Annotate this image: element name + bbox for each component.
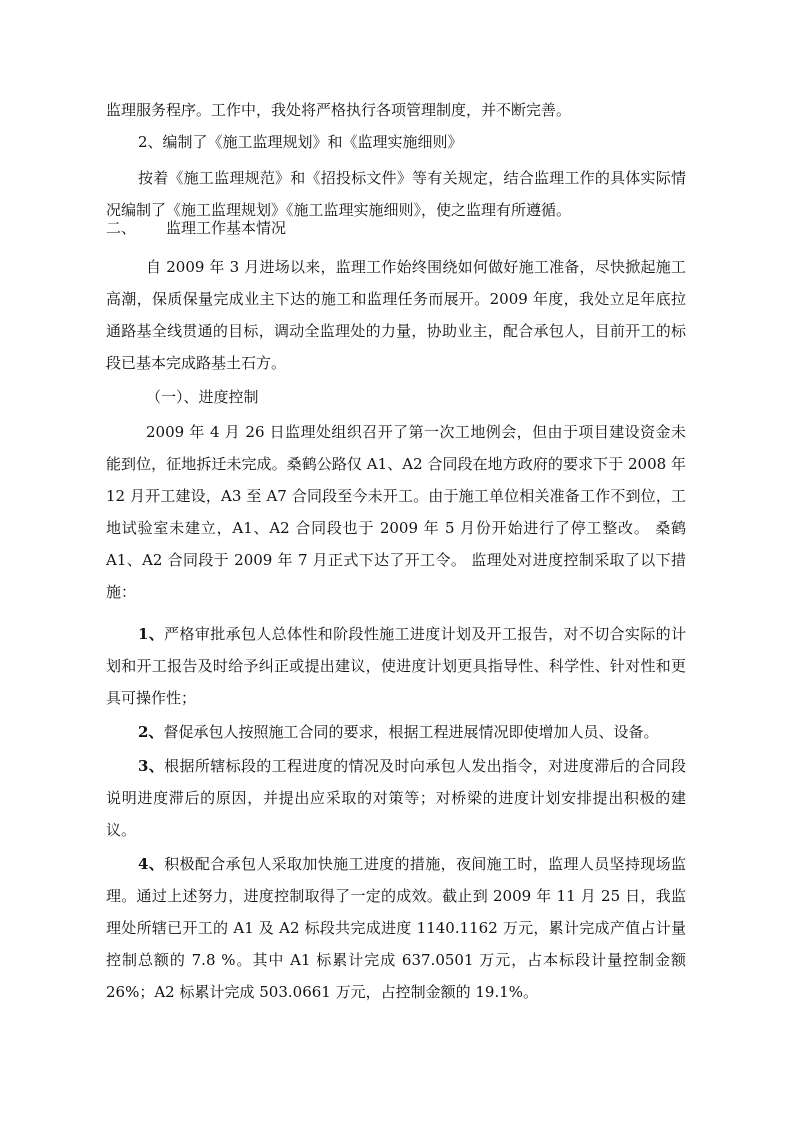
- section-title: 监理工作基本情况: [166, 219, 287, 237]
- measure-item-1: [106, 618, 686, 714]
- measure-number: 3、: [138, 757, 165, 775]
- paragraph-service-procedure: 监理服务程序。工作中，我处将严格执行各项管理制度，并不断完善。: [106, 101, 572, 119]
- measure-item-2: [106, 716, 686, 748]
- item-2-heading: 2、编制了《施工监理规划》和《监理实施细则》: [138, 133, 463, 151]
- measure-text: 督促承包人按照施工合同的要求，根据工程进展情况即使增加人员、设备。: [163, 723, 659, 741]
- measure-number: 2、: [138, 723, 164, 741]
- measure-number: 4、: [138, 855, 165, 873]
- measure-text: 根据所辖标段的工程进度的情况及时向承包人发出指令，对进度滞后的合同段说明进度滞后的原因，并提出应采取的对策等；对桥梁的进度计划安排提出积极的建议。: [106, 757, 686, 839]
- section-number: 二、: [106, 219, 137, 237]
- section-heading-2: [106, 214, 686, 242]
- subsection-heading-progress-control: （一）、进度控制: [146, 388, 259, 406]
- paragraph-work-overview: 自 2009 年 3 月进场以来，监理工作始终围绕如何做好施工准备，尽快掀起施工高潮，保质保量完成业主下达的施工和监理任务而展开。2009 年度，我处立足年底拉通路基全线贯通的目标，调动全监理处的力量，协助业主，配合承包人，目前开工的标段已基本完成路基土石方。: [106, 258, 686, 372]
- measure-text: 积极配合承包人采取加快施工进度的措施，夜间施工时，监理人员坚持现场监理。通过上述努力，进度控制取得了一定的成效。截止到 2009 年 11 月 25 日，我监理处所辖已开工的 A1 及 A2 标段共完成进度 1140.1162 万元，累计完成产值占计量控制总额的 7.8 %。其中 A1 标累计完成 637.0501 万元，占本标段计量控制金额 26%；A2 标累计完成 503.0661 万元，占控制金额的 19.1%。: [106, 855, 686, 1001]
- measure-item-4: [106, 848, 686, 1008]
- measure-item-3: [106, 750, 686, 846]
- paragraph-planning-basis: 按着《施工监理规范》和《招投标文件》等有关规定，结合监理工作的具体实际情况编制了《施工监理规划》《施工监理实施细则》，使之监理有所遵循。: [106, 169, 686, 219]
- measure-text: 严格审批承包人总体性和阶段性施工进度计划及开工报告，对不切合实际的计划和开工报告及时给予纠正或提出建议，使进度计划更具指导性、科学性、针对性和更具可操作性；: [106, 625, 686, 707]
- measure-number: 1、: [138, 625, 165, 643]
- paragraph-progress-history: 2009 年 4 月 26 日监理处组织召开了第一次工地例会，但由于项目建设资金未能到位，征地拆迁未完成。桑鹤公路仅 A1、A2 合同段在地方政府的要求下于 2008 年 12 月开工建设，A3 至 A7 合同段至今未开工。由于施工单位相关准备工作不到位，工地试验室未建立，A1、A2 合同段也于 2009 年 5 月份开始进行了停工整改。 桑鹤 A1、A2 合同段于 2009 年 7 月正式下达了开工令。 监理处对进度控制采取了以下措施：: [106, 423, 686, 601]
